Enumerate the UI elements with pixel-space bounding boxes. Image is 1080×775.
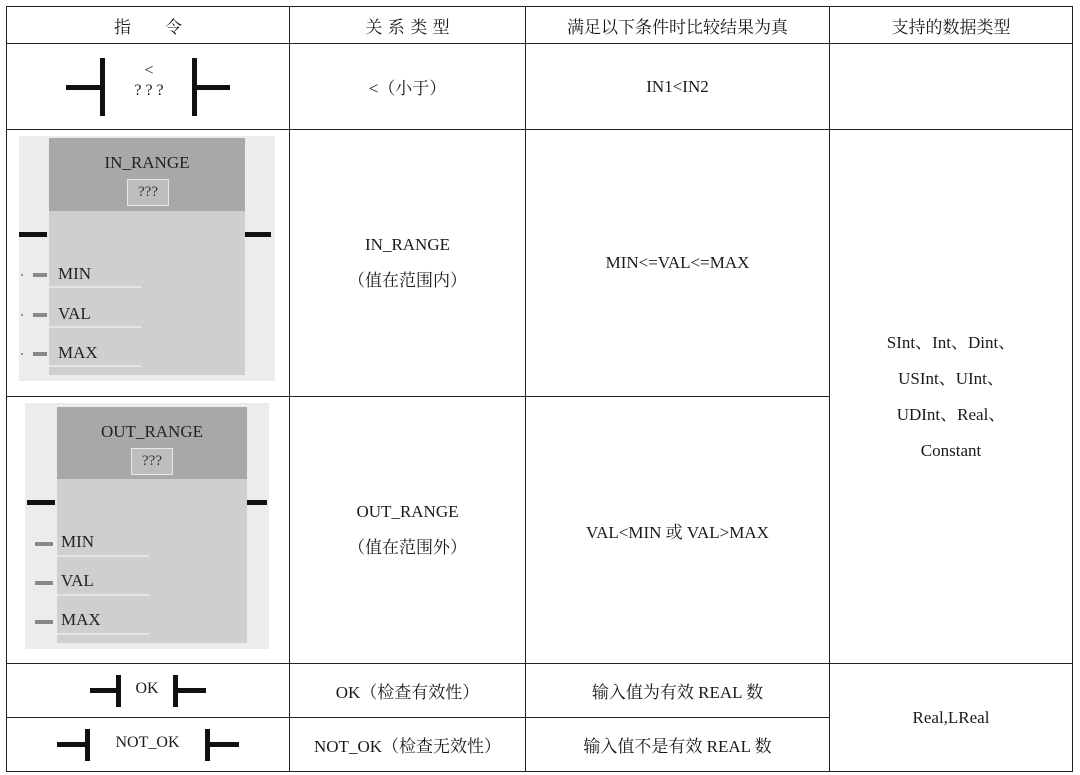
- lt-types: [830, 44, 1073, 130]
- in-range-box: [7, 130, 289, 396]
- in-range-pin-min: MIN: [58, 264, 92, 283]
- not-ok-symbol-label: NOT_OK: [115, 733, 180, 751]
- out-range-relation: [290, 397, 526, 664]
- lt-operator: <: [144, 61, 154, 79]
- header-condition: 满足以下条件时比较结果为真: [526, 7, 830, 44]
- lt-condition: IN1<IN2: [526, 44, 830, 130]
- not-ok-condition: 输入值不是有效 REAL 数: [526, 718, 830, 772]
- out-range-type: ???: [131, 448, 173, 475]
- out-range-pin-max: MAX: [61, 610, 101, 629]
- out-range-title: OUT_RANGE: [101, 422, 203, 441]
- range-types-line-3: UDInt、Real、: [896, 404, 1006, 424]
- in-range-condition: MIN<=VAL<=MAX: [526, 130, 830, 397]
- out-range-condition: VAL<MIN 或 VAL>MAX: [526, 397, 830, 664]
- in-range-relation-desc: （值在范围内）: [348, 271, 467, 290]
- out-range-relation-desc: （值在范围外）: [348, 538, 467, 557]
- in-range-pin-val: VAL: [58, 304, 91, 323]
- out-range-pin-min: MIN: [61, 532, 95, 551]
- range-types-line-1: SInt、Int、Dint、: [886, 332, 1016, 352]
- header-types: 支持的数据类型: [830, 7, 1073, 44]
- range-types-line-2: USInt、UInt、: [898, 368, 1004, 388]
- header-instruction: 指 令: [7, 7, 290, 44]
- comparison-instruction-table: [6, 6, 1073, 772]
- real-supported-types: Real,LReal: [830, 664, 1073, 772]
- ok-condition: 输入值为有效 REAL 数: [526, 664, 830, 718]
- out-range-relation-name: OUT_RANGE: [356, 502, 459, 521]
- not-ok-contact-symbol: [57, 727, 239, 763]
- in-range-pin-max: MAX: [58, 343, 98, 362]
- out-range-box: [7, 397, 289, 663]
- range-supported-types: [830, 130, 1073, 664]
- ok-relation: OK（检查有效性）: [290, 664, 526, 718]
- table-row-ok: [7, 664, 1073, 718]
- header-row: [7, 7, 1073, 44]
- ok-contact-symbol: [90, 673, 206, 709]
- lt-symbol-cell: [7, 44, 290, 130]
- lt-contact-symbol: [66, 54, 230, 120]
- not-ok-relation: NOT_OK（检查无效性）: [290, 718, 526, 772]
- lt-relation: <（小于）: [290, 44, 526, 130]
- lt-type-placeholder: ? ? ?: [134, 81, 164, 99]
- in-range-type: ???: [127, 179, 169, 206]
- header-relation: 关 系 类 型: [290, 7, 526, 44]
- table-row-lt: [7, 44, 1073, 130]
- in-range-relation-name: IN_RANGE: [365, 235, 450, 254]
- table-row-in-range: [7, 130, 1073, 397]
- out-range-symbol-cell: [7, 397, 290, 664]
- ok-symbol-label: OK: [135, 679, 159, 697]
- in-range-title: IN_RANGE: [104, 153, 190, 172]
- not-ok-symbol-cell: [7, 718, 290, 772]
- in-range-relation: [290, 130, 526, 397]
- out-range-pin-val: VAL: [61, 571, 94, 590]
- in-range-symbol-cell: [7, 130, 290, 397]
- ok-symbol-cell: [7, 664, 290, 718]
- instruction-table-container: [6, 6, 1072, 769]
- range-types-line-4: Constant: [920, 440, 982, 460]
